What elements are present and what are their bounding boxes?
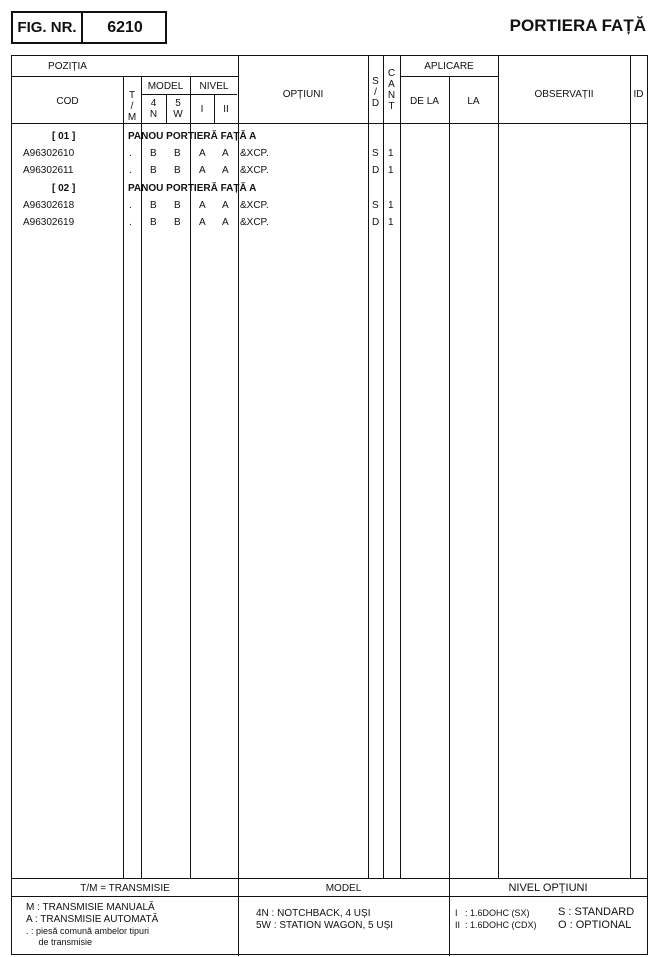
parts-table — [11, 55, 648, 955]
part-model-5w: B — [174, 148, 181, 159]
header-nivel-2: II — [223, 104, 229, 115]
col-line-aplicare — [400, 56, 401, 878]
part-model-4n: B — [150, 165, 157, 176]
header-id: ID — [633, 89, 644, 100]
legend-nivel-line: I : 1.6DOHC (SX) — [455, 908, 530, 918]
part-tm: . — [129, 148, 132, 159]
header-de-la: DE LA — [410, 96, 439, 107]
part-side: D — [372, 217, 380, 228]
part-model-4n: B — [150, 148, 157, 159]
part-nivel-1: A — [199, 165, 206, 176]
col-line-cant — [383, 56, 384, 878]
part-code: A96302611 — [23, 165, 74, 176]
header-aplicare: APLICARE — [424, 61, 474, 72]
col-line-model — [141, 76, 142, 878]
col-line-tm — [123, 76, 124, 878]
group-description: PANOU PORTIERĂ FAȚĂ A — [128, 131, 257, 142]
part-model-4n: B — [150, 200, 157, 211]
part-nivel-1: A — [199, 200, 206, 211]
header-sd: S / D — [371, 76, 380, 109]
header-observatii: OBSERVAȚII — [534, 89, 594, 100]
part-nivel-2: A — [222, 217, 229, 228]
part-options: &XCP. — [240, 200, 269, 211]
header-model-4n: 4 N — [149, 98, 158, 120]
header-cod: COD — [56, 96, 79, 107]
legend-tm-line: M : TRANSMISIE MANUALĂ — [26, 902, 155, 913]
header-model-5w: 5 W — [173, 98, 183, 120]
col-line-la — [449, 76, 450, 956]
header-pozitia: POZIȚIA — [48, 61, 87, 72]
header-nivel-1: I — [200, 104, 204, 115]
legend-tm-line: . : piesă comună ambelor tipuri — [26, 926, 150, 936]
part-quantity: 1 — [388, 165, 394, 176]
part-tm: . — [129, 217, 132, 228]
legend-nivel-divider — [449, 896, 647, 897]
header-divider-pozitia — [12, 76, 238, 77]
legend-tm-line: A : TRANSMISIE AUTOMATĂ — [26, 914, 159, 925]
legend-nivel-line: II : 1.6DOHC (CDX) — [455, 920, 537, 930]
part-code: A96302619 — [23, 217, 75, 228]
part-tm: . — [129, 200, 132, 211]
legend-option-standard: S : STANDARD — [558, 906, 635, 918]
col-line-nivel — [190, 76, 191, 878]
header-divider-model — [141, 94, 237, 95]
part-nivel-2: A — [222, 165, 229, 176]
part-side: D — [372, 165, 380, 176]
part-tm: . — [129, 165, 132, 176]
part-quantity: 1 — [388, 200, 394, 211]
header-tm: T / M — [127, 90, 137, 123]
header-bottom-line — [12, 123, 647, 124]
header-la: LA — [467, 96, 480, 107]
part-options: &XCP. — [240, 165, 269, 176]
part-nivel-1: A — [199, 148, 206, 159]
col-line-id — [630, 56, 631, 878]
part-model-5w: B — [174, 217, 181, 228]
part-code: A96302610 — [23, 148, 75, 159]
header-optiuni: OPȚIUNI — [282, 89, 324, 100]
part-model-5w: B — [174, 200, 181, 211]
group-position: [ 01 ] — [52, 131, 76, 142]
part-quantity: 1 — [388, 217, 394, 228]
legend-tm-divider — [12, 896, 238, 897]
part-nivel-2: A — [222, 200, 229, 211]
legend-nivel-title: NIVEL OPȚIUNI — [508, 882, 588, 894]
legend-model-divider — [238, 896, 449, 897]
figure-number: 6210 — [107, 19, 143, 36]
group-position: [ 02 ] — [52, 183, 76, 194]
part-nivel-1: A — [199, 217, 206, 228]
legend-top-line — [12, 878, 647, 879]
legend-tm-line: de transmisie — [26, 937, 93, 947]
header-model: MODEL — [147, 81, 184, 92]
part-side: S — [372, 200, 379, 211]
col-line-sd — [368, 56, 369, 878]
figure-label: FIG. NR. — [13, 11, 83, 44]
part-code: A96302618 — [23, 200, 75, 211]
part-options: &XCP. — [240, 148, 269, 159]
part-side: S — [372, 148, 379, 159]
group-description: PANOU PORTIERĂ FAȚĂ A — [128, 183, 257, 194]
legend-model-line: 4N : NOTCHBACK, 4 UȘI — [256, 908, 371, 919]
part-options: &XCP. — [240, 217, 269, 228]
col-line-observatii — [498, 56, 499, 878]
header-nivel: NIVEL — [199, 81, 229, 92]
legend-tm-title: T/M = TRANSMISIE — [80, 883, 170, 894]
part-model-5w: B — [174, 165, 181, 176]
legend-model-line: 5W : STATION WAGON, 5 UȘI — [256, 920, 394, 931]
legend-model-title: MODEL — [325, 883, 362, 894]
part-quantity: 1 — [388, 148, 394, 159]
legend-option-optional: O : OPTIONAL — [558, 919, 632, 931]
page-title: PORTIERA FAȚĂ — [509, 16, 646, 35]
part-nivel-2: A — [222, 148, 229, 159]
part-model-4n: B — [150, 217, 157, 228]
header-cant: C A N T — [387, 68, 396, 112]
